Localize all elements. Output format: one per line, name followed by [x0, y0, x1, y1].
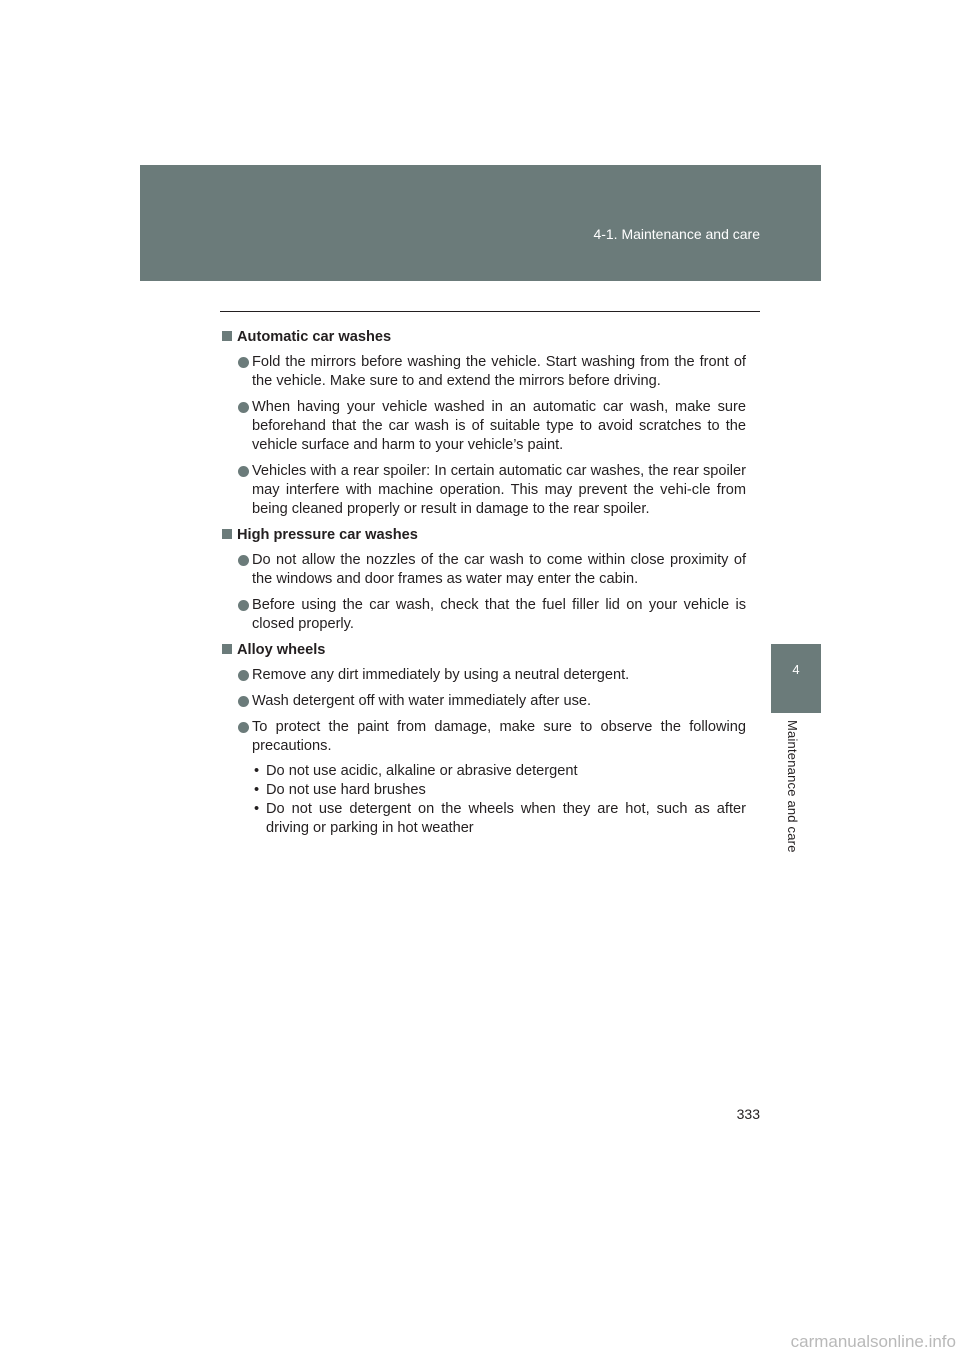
list-item: [222, 692, 746, 711]
sub-list-item: [252, 781, 746, 800]
divider-rule: [220, 311, 760, 312]
section-heading: [222, 328, 746, 347]
sub-list-item: [252, 800, 746, 838]
sub-list: [252, 762, 746, 838]
list-item: [222, 666, 746, 685]
list-item-text: Do not allow the nozzles of the car wash to come within close proximity of the windows and door frames as water may enter the cabin.: [252, 552, 746, 587]
watermark: carmanualsonline.info: [790, 1332, 956, 1351]
circle-bullet-icon: [238, 722, 249, 733]
list-item: [222, 353, 746, 391]
dot-bullet-icon: •: [254, 801, 260, 817]
square-bullet-icon: [222, 644, 232, 654]
circle-bullet-icon: [238, 696, 249, 707]
section-automatic-car-washes: [222, 328, 746, 519]
list-item-text: Remove any dirt immediately by using a neutral detergent.: [252, 667, 630, 683]
section-heading: [222, 641, 746, 660]
dot-bullet-icon: •: [254, 782, 260, 798]
chapter-number: 4: [792, 662, 800, 677]
list-item: [222, 462, 746, 519]
list-item-text: Vehicles with a rear spoiler: In certain automatic car washes, the rear spoiler may interfere with machine operation. This may prevent the vehi-cle from being cleaned properly or result in damage to the rear spoiler.: [252, 463, 746, 517]
circle-bullet-icon: [238, 466, 249, 477]
circle-bullet-icon: [238, 555, 249, 566]
list-item-text: Wash detergent off with water immediately after use.: [252, 693, 592, 709]
sub-list-item: [252, 762, 746, 781]
sub-list-item-text: Do not use detergent on the wheels when they are hot, such as after driving or parking in hot weather: [266, 801, 746, 836]
list-item: [222, 596, 746, 634]
circle-bullet-icon: [238, 670, 249, 681]
circle-bullet-icon: [238, 402, 249, 413]
section-high-pressure-car-washes: [222, 526, 746, 634]
list-item: [222, 718, 746, 838]
section-alloy-wheels: [222, 641, 746, 838]
chapter-tab: [771, 644, 821, 713]
list-item-text: When having your vehicle washed in an automatic car wash, make sure beforehand that the car wash is of suitable type to avoid scratches to the vehicle surface and harm to your vehicle’s paint.: [252, 399, 746, 453]
chapter-label: Maintenance and care: [785, 720, 800, 853]
dot-bullet-icon: •: [254, 763, 260, 779]
circle-bullet-icon: [238, 357, 249, 368]
section-heading-text: Automatic car washes: [237, 329, 392, 345]
page-content: [222, 328, 746, 845]
section-heading: [222, 526, 746, 545]
list-item-text: Fold the mirrors before washing the vehicle. Start washing from the front of the vehicle. Make sure to and extend the mirrors before driving.: [252, 354, 746, 389]
list-item: [222, 398, 746, 455]
section-title: 4-1. Maintenance and care: [593, 226, 760, 242]
square-bullet-icon: [222, 529, 232, 539]
square-bullet-icon: [222, 331, 232, 341]
list-item-text: To protect the paint from damage, make sure to observe the following precautions.: [252, 719, 746, 754]
sub-list-item-text: Do not use acidic, alkaline or abrasive detergent: [266, 763, 578, 779]
page-number: 333: [736, 1106, 760, 1122]
section-heading-text: High pressure car washes: [237, 527, 418, 543]
header-band: [140, 165, 821, 281]
list-item: [222, 551, 746, 589]
sub-list-item-text: Do not use hard brushes: [266, 782, 426, 798]
circle-bullet-icon: [238, 600, 249, 611]
list-item-text: Before using the car wash, check that the fuel filler lid on your vehicle is closed properly.: [252, 597, 746, 632]
section-heading-text: Alloy wheels: [237, 642, 326, 658]
